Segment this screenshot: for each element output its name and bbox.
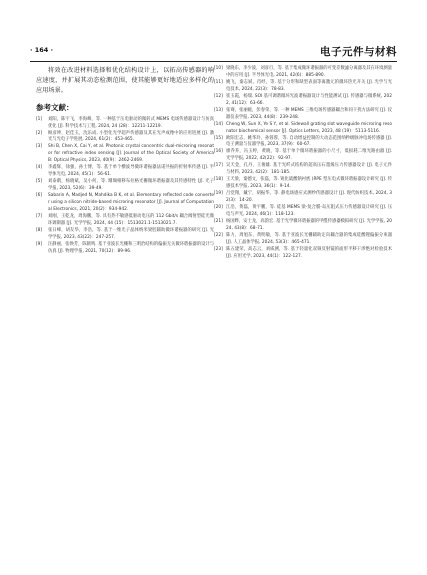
- reference-number: [20]: [214, 205, 223, 211]
- reference-text: 崔玉霞，杨瑞. SOI 基可调谐微环光波谐振器设计与性能测试 [J]. 传感器与微系统, 2022, 41(12)：63-66.: [226, 93, 392, 106]
- reference-item: [36, 144, 214, 165]
- reference-number: [18]: [214, 177, 223, 183]
- reference-item: [36, 228, 214, 242]
- reference-text: 汪静丽，张焕芳，陈鹤鸣. 基于亚波长光栅和三明治结构的偏振无关微环谐振器的设计与仿真 [J]. 物理学报, 2021, 70(12)：89-96.: [48, 241, 215, 254]
- reference-text: 李鑫辉，徐强，孙士博，等. 基于单个横波导微环谐振器法诺共振的折射率传感 [J]. 半导体光电, 2024, 45(1)：56-61.: [48, 165, 214, 178]
- reference-item: [214, 191, 392, 205]
- reference-text: 吕党翔，戴宁，胡振华，等. 静电场感应式测纱传感器设计 [J]. 现代纺织技术, 2024, 32(3)：14-20.: [226, 191, 392, 204]
- reference-text: 王天梁，秦德文，张磊，等. 锐化硫酸钠衬底 (RPE 型压电式微环谐振器设计研究 [J]. 传感技术学报, 2023, 36(1)：9-14.: [226, 177, 392, 190]
- reference-item: [214, 122, 392, 136]
- reference-item: [214, 163, 392, 177]
- references-list-left: [36, 117, 214, 256]
- reference-number: [16]: [214, 149, 223, 155]
- reference-number: [11]: [214, 79, 223, 85]
- reference-item: [36, 165, 214, 179]
- reference-text: 姚飞，秦志斌，肖经，等. 基于分形和缺型表面等离激元的微环热光开关 [J]. 光学与光电技术, 2024, 22(3)：78-83.: [226, 79, 392, 92]
- reference-number: [4]: [36, 165, 43, 171]
- reference-item: [214, 108, 392, 122]
- reference-number: [2]: [36, 130, 43, 136]
- reference-number: [19]: [214, 191, 223, 197]
- reference-number: [6]: [36, 193, 43, 199]
- left-column: [36, 66, 214, 256]
- reference-number: [14]: [214, 121, 223, 127]
- reference-text: 吴天金，孔丹，王俊雄. 基于光纤式结构的超高压石墨烯压力传感器设计 [J]. 电子元件与材料, 2023, 42(2)：181-185.: [226, 163, 392, 176]
- reference-item: [36, 242, 214, 256]
- reference-text: 杨国晔，安士龙，高韵宏. 基于光学微环谐振器的甲醛传感器模拟研究 [J]. 光学学报, 2024, 43(8)：68-71.: [226, 218, 392, 231]
- reference-number: [5]: [36, 179, 43, 185]
- reference-text: 顾彦坤，赵佳玉，沈乐成. 小型化光学超声传感器及其在光声成像中的应用进展 [J]. 激光与光电子学进展, 2024, 61(2)：453-465.: [48, 130, 214, 143]
- reference-number: [3]: [36, 144, 43, 150]
- reference-number: [22]: [214, 232, 223, 238]
- reference-text: 张日峰，胡友华，李浩，等. 基于一维光子晶体纳米梁腔辅助微环谐振器的研究 [J]. 光学学报, 2023, 43(22)：247-257.: [48, 227, 214, 240]
- page-number: · 164 ·: [30, 46, 54, 54]
- reference-text: 刘阳，陈宇飞，李海峰，等. 一种基于压电驱动的微转式 MEMS 电场传感器设计与仿真优化 [J]. 科学技术与工程, 2024, 24 (28)：12211-12219.: [48, 116, 214, 129]
- header-rule: [30, 61, 397, 62]
- reference-item: [214, 177, 392, 191]
- conclusion-paragraph: 将效在改进材料选择和优化结构设计上，以拓高传感器的响应速度，并扩展其动态检测范围，使其能够更好地适应多样化的应用场景。: [36, 67, 214, 95]
- reference-text: 江浩，黄磊，黄宇鹏，等. 硅基 MEMS 梁-复合膜-岛压阻式压力传感器设计研究 [J]. 压电与声光, 2024, 46(1)：118-123.: [226, 205, 392, 217]
- reference-item: [214, 205, 392, 219]
- reference-number: [1]: [36, 116, 43, 122]
- reference-item: [214, 80, 392, 94]
- reference-number: [8]: [36, 227, 43, 233]
- reference-number: [13]: [214, 107, 223, 113]
- reference-item: [36, 117, 214, 131]
- reference-text: 欧阳宏志，姚华玲，孙蓉蓉，等. 自动增益控制的大动态范围纳秒级脉冲电场传感器 [J]. 电子测量与仪器学报, 2023, 37(9)：60-67.: [226, 135, 392, 148]
- reference-text: Sabarin A, Madjed N, Mahdika B K, et al. Elementary reflected code converter using a silicon nitride-based microring resonator [J]. Journal of Computational Electronics, 2021, 20(2)：934-942.: [48, 193, 214, 212]
- right-column: [214, 66, 392, 261]
- reference-item: [36, 193, 214, 214]
- journal-title: 电子元件与材料: [320, 46, 397, 58]
- references-list-right: [214, 66, 392, 261]
- reference-number: [17]: [214, 163, 223, 169]
- reference-item: [214, 247, 392, 261]
- reference-number: [21]: [214, 218, 223, 224]
- reference-item: [214, 94, 392, 108]
- reference-item: [214, 233, 392, 247]
- reference-number: [7]: [36, 213, 43, 219]
- reference-item: [214, 149, 392, 163]
- reference-item: [214, 136, 392, 150]
- reference-text: 刘泰鹤，杨晓斌，吴小何，等. 珊瑚相移布拉格光栅微环谐振器及其传感特性 [J]. 光子学报, 2023, 52(6)：39-49.: [48, 179, 214, 192]
- reference-number: [12]: [214, 93, 223, 99]
- reference-item: [36, 214, 214, 228]
- reference-item: [214, 219, 392, 233]
- reference-item: [36, 131, 214, 145]
- reference-text: 廖乔乔，冯玉婷，黄晓，等. 基于单个微环谐振器的小尺寸，低损耗二维光路由器 [J]. 光学学报, 2022, 42(22)：92-97.: [226, 149, 392, 162]
- reference-number: [15]: [214, 135, 223, 141]
- reference-text: 张骞，张丽媛，彭春荣，等. 一种 MEMS 三维电场传感器耦合和同干扰方法研究 [J]. 仪器仪表学报, 2023, 44(8)：239-248.: [226, 107, 392, 120]
- reference-text: 刘刚，王乾龙，周海鹏，等. 具有热不敏感低驱动电压的 112 Gbit/s 耦合阀射型硅光微环调制器 [J]. 光学学报, 2024, 44 (15)：1513021.1-1513021.7.: [48, 213, 214, 226]
- reference-number: [23]: [214, 246, 223, 252]
- reference-text: 陈力，周旭东，黄明敏，等. 基于亚波长光栅辅助定向耦合器的集成硅酸锂偏振分束器 [J]. 人工晶体学报, 2024, 53(3)：465-471.: [226, 232, 392, 245]
- reference-number: [9]: [36, 241, 43, 247]
- page-header: [30, 44, 397, 60]
- reference-text: 陈五建荣，高志云，刘威测，等. 基于轻量化双频反射镜的面形平移干涉绝对检验技术 [J]. 应用光学, 2023, 44(1)：122-127.: [226, 246, 392, 259]
- references-title: 参考文献：: [36, 102, 74, 112]
- reference-item: [214, 66, 392, 80]
- reference-text: Cheng W, Sun X, Ye S Y, et al. Sidewall grating slot waveguide microring resonator biochemical sensor [J]. Optics Letters, 2023, 48 (19)：5113-5116.: [226, 121, 392, 134]
- reference-text: 梁晓东，李少波，刘彦行，等. 基于集成微环谐振器的可变差数滤分离器及其在环境测量中的应用 [J]. 半导体光电, 2021, 42(6)：885-890.: [226, 66, 393, 78]
- reference-text: Shi B, Chen X, Cai Y, et al. Photonic crystal concentric dual-microring resonator for refractive index sensing [J]. Journal of the Optical Society of America B: Optical Physics, 2023, 40(9)：2462-2469.: [48, 144, 215, 164]
- reference-item: [36, 179, 214, 193]
- reference-number: [10]: [214, 66, 223, 71]
